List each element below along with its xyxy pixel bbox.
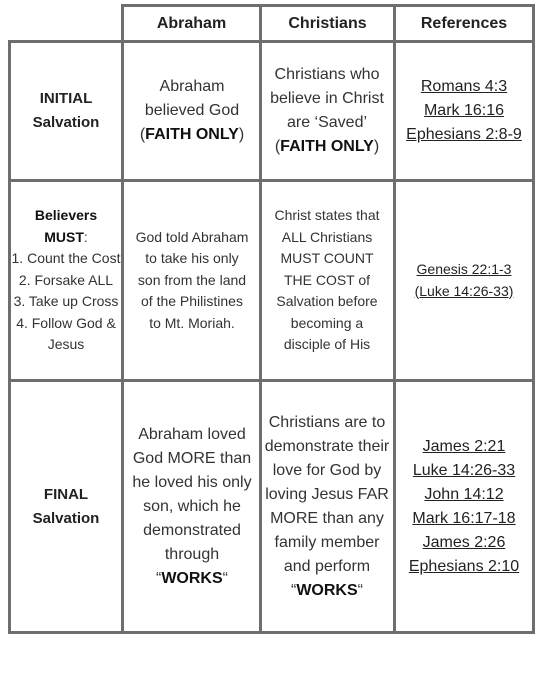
bold-text: WORKS (296, 581, 358, 599)
bold-text: WORKS (161, 569, 223, 587)
header-abraham-text: Abraham (156, 14, 227, 32)
reference-link[interactable]: James 2:26 (422, 533, 506, 551)
believers-abraham-cell (134, 182, 250, 379)
bold-text: FAITH ONLY (280, 138, 374, 155)
initial-abraham-text (128, 75, 256, 147)
must-text: MUST (44, 228, 84, 245)
final-abraham-cell (128, 382, 256, 631)
grid-line (259, 4, 262, 634)
requirement-item: 3. Take up Cross (13, 293, 119, 310)
reference-link[interactable]: John 14:12 (424, 485, 504, 503)
grid-line (8, 631, 535, 634)
reference-link[interactable]: Luke 14:26-33 (412, 461, 516, 479)
grid-line (121, 4, 124, 634)
row-label-line: INITIAL (39, 90, 93, 107)
row-label-must-line (44, 227, 88, 249)
believers-christians-text: Christ states that ALL Christians MUST COUNT THE COST of Salvation before becoming a disciple of His (274, 206, 380, 353)
initial-abraham-cell (128, 43, 256, 179)
text-span: Christians who believe in Christ are ‘Saved’ ( (270, 66, 384, 155)
header-christians (262, 7, 393, 40)
reference-link[interactable]: James 2:21 (422, 437, 506, 455)
initial-christians-text (264, 63, 390, 159)
believers-references-cell (396, 182, 532, 379)
grid-line (532, 4, 535, 634)
final-references-cell (396, 382, 532, 631)
initial-references-cell (396, 43, 532, 179)
reference-link[interactable]: Genesis 22:1-3 (416, 260, 512, 277)
row-label-line: FINAL (43, 485, 89, 503)
final-christians-cell (264, 382, 390, 631)
reference-link[interactable]: Ephesians 2:8-9 (406, 126, 522, 143)
header-references (396, 7, 532, 40)
reference-link[interactable]: Mark 16:17-18 (412, 509, 516, 527)
row-label-initial (11, 43, 121, 179)
text-span: “ (222, 569, 228, 587)
requirement-item: 1. Count the Cost (11, 250, 121, 267)
text-span: Abraham believed God ( (139, 78, 240, 143)
row-label-line: Salvation (32, 114, 100, 131)
text-span: Abraham loved God MORE than he loved his only son, which he demonstrated through “ (132, 425, 252, 587)
believers-abraham-text: God told Abraham to take his only son from the land of the Philistines to Mt. Moriah. (135, 228, 249, 331)
requirement-item: 2. Forsake ALL (18, 271, 114, 288)
bold-text: FAITH ONLY (145, 126, 239, 143)
header-references-text: References (420, 14, 508, 32)
colon-text: : (83, 228, 88, 245)
reference-link[interactable]: (Luke 14:26-33) (414, 282, 514, 299)
final-christians-text (264, 411, 390, 603)
believers-christians-cell (270, 182, 384, 379)
row-label-believers (11, 182, 121, 379)
row-label-line: Salvation (32, 509, 100, 527)
row-label-final (11, 382, 121, 631)
reference-link[interactable]: Ephesians 2:10 (408, 557, 520, 575)
reference-link[interactable]: Mark 16:16 (423, 102, 505, 119)
text-span: ) (238, 126, 245, 143)
row-label-title: Believers (34, 206, 98, 223)
initial-christians-cell (264, 43, 390, 179)
final-abraham-text (128, 423, 256, 591)
reference-link[interactable]: Romans 4:3 (420, 78, 508, 95)
header-christians-text: Christians (288, 14, 367, 32)
header-abraham (124, 7, 259, 40)
text-span: Christians are to demonstrate their love for God by loving Jesus FAR MORE than any family member and perform “ (264, 413, 390, 599)
text-span: ) (373, 138, 380, 155)
requirement-item: 4. Follow God & Jesus (16, 314, 116, 353)
text-span: “ (357, 581, 363, 599)
